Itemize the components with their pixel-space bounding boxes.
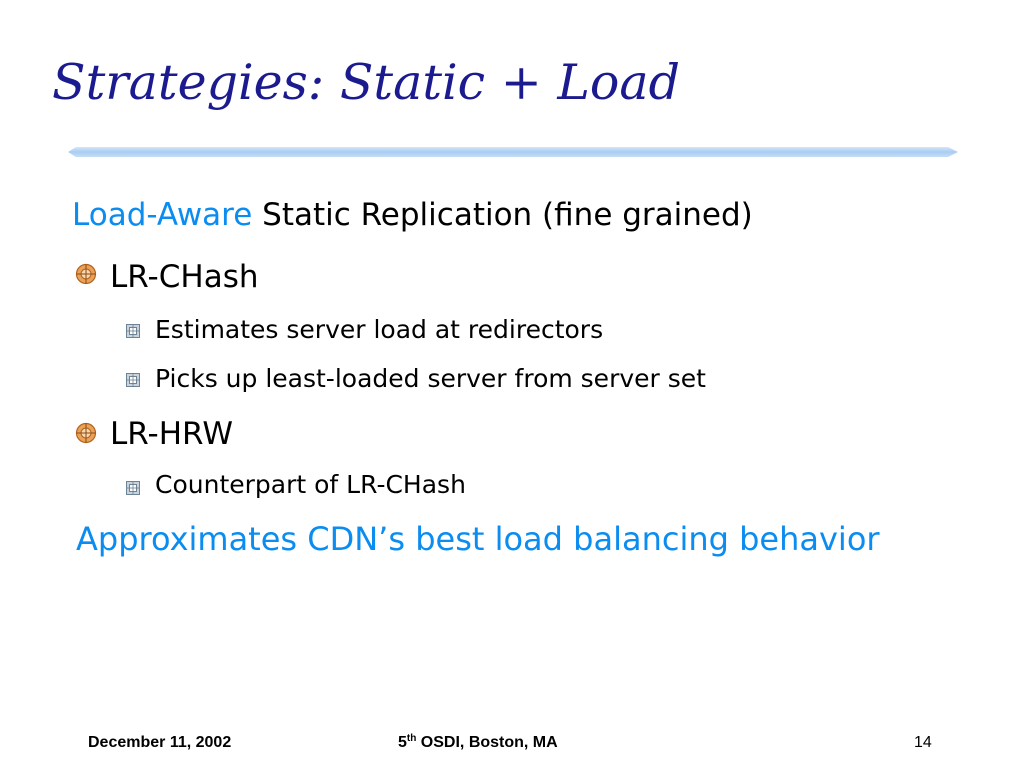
slide-title: Strategies: Static + Load (52, 54, 680, 111)
footer-conference-name: OSDI, Boston, MA (416, 734, 558, 751)
gray-square-bullet-icon (126, 373, 140, 387)
heading-rest-text: Static Replication (fine grained) (252, 197, 753, 233)
footer-conference-ordinal: 5 (398, 734, 407, 751)
footer-conference-ordinal-suffix: th (406, 733, 417, 744)
title-underline-rule (68, 144, 958, 160)
conclusion-text: Approximates CDN’s best load balancing behavior (76, 520, 880, 558)
footer-page-number: 14 (914, 734, 932, 751)
gray-square-bullet-icon (126, 481, 140, 495)
footer-conference (398, 735, 558, 751)
orange-crosshair-bullet-icon (75, 263, 97, 285)
list-item-label: LR-HRW (110, 416, 233, 452)
heading-accent-text: Load-Aware (72, 197, 253, 233)
footer-date: December 11, 2002 (88, 734, 232, 751)
gray-square-bullet-icon (126, 324, 140, 338)
orange-crosshair-bullet-icon (75, 422, 97, 444)
list-item-label: LR-CHash (110, 259, 259, 295)
heading-line (72, 197, 753, 233)
list-subitem: Picks up least-loaded server from server set (155, 364, 706, 393)
list-subitem: Estimates server load at redirectors (155, 315, 604, 344)
list-subitem: Counterpart of LR-CHash (155, 470, 466, 499)
